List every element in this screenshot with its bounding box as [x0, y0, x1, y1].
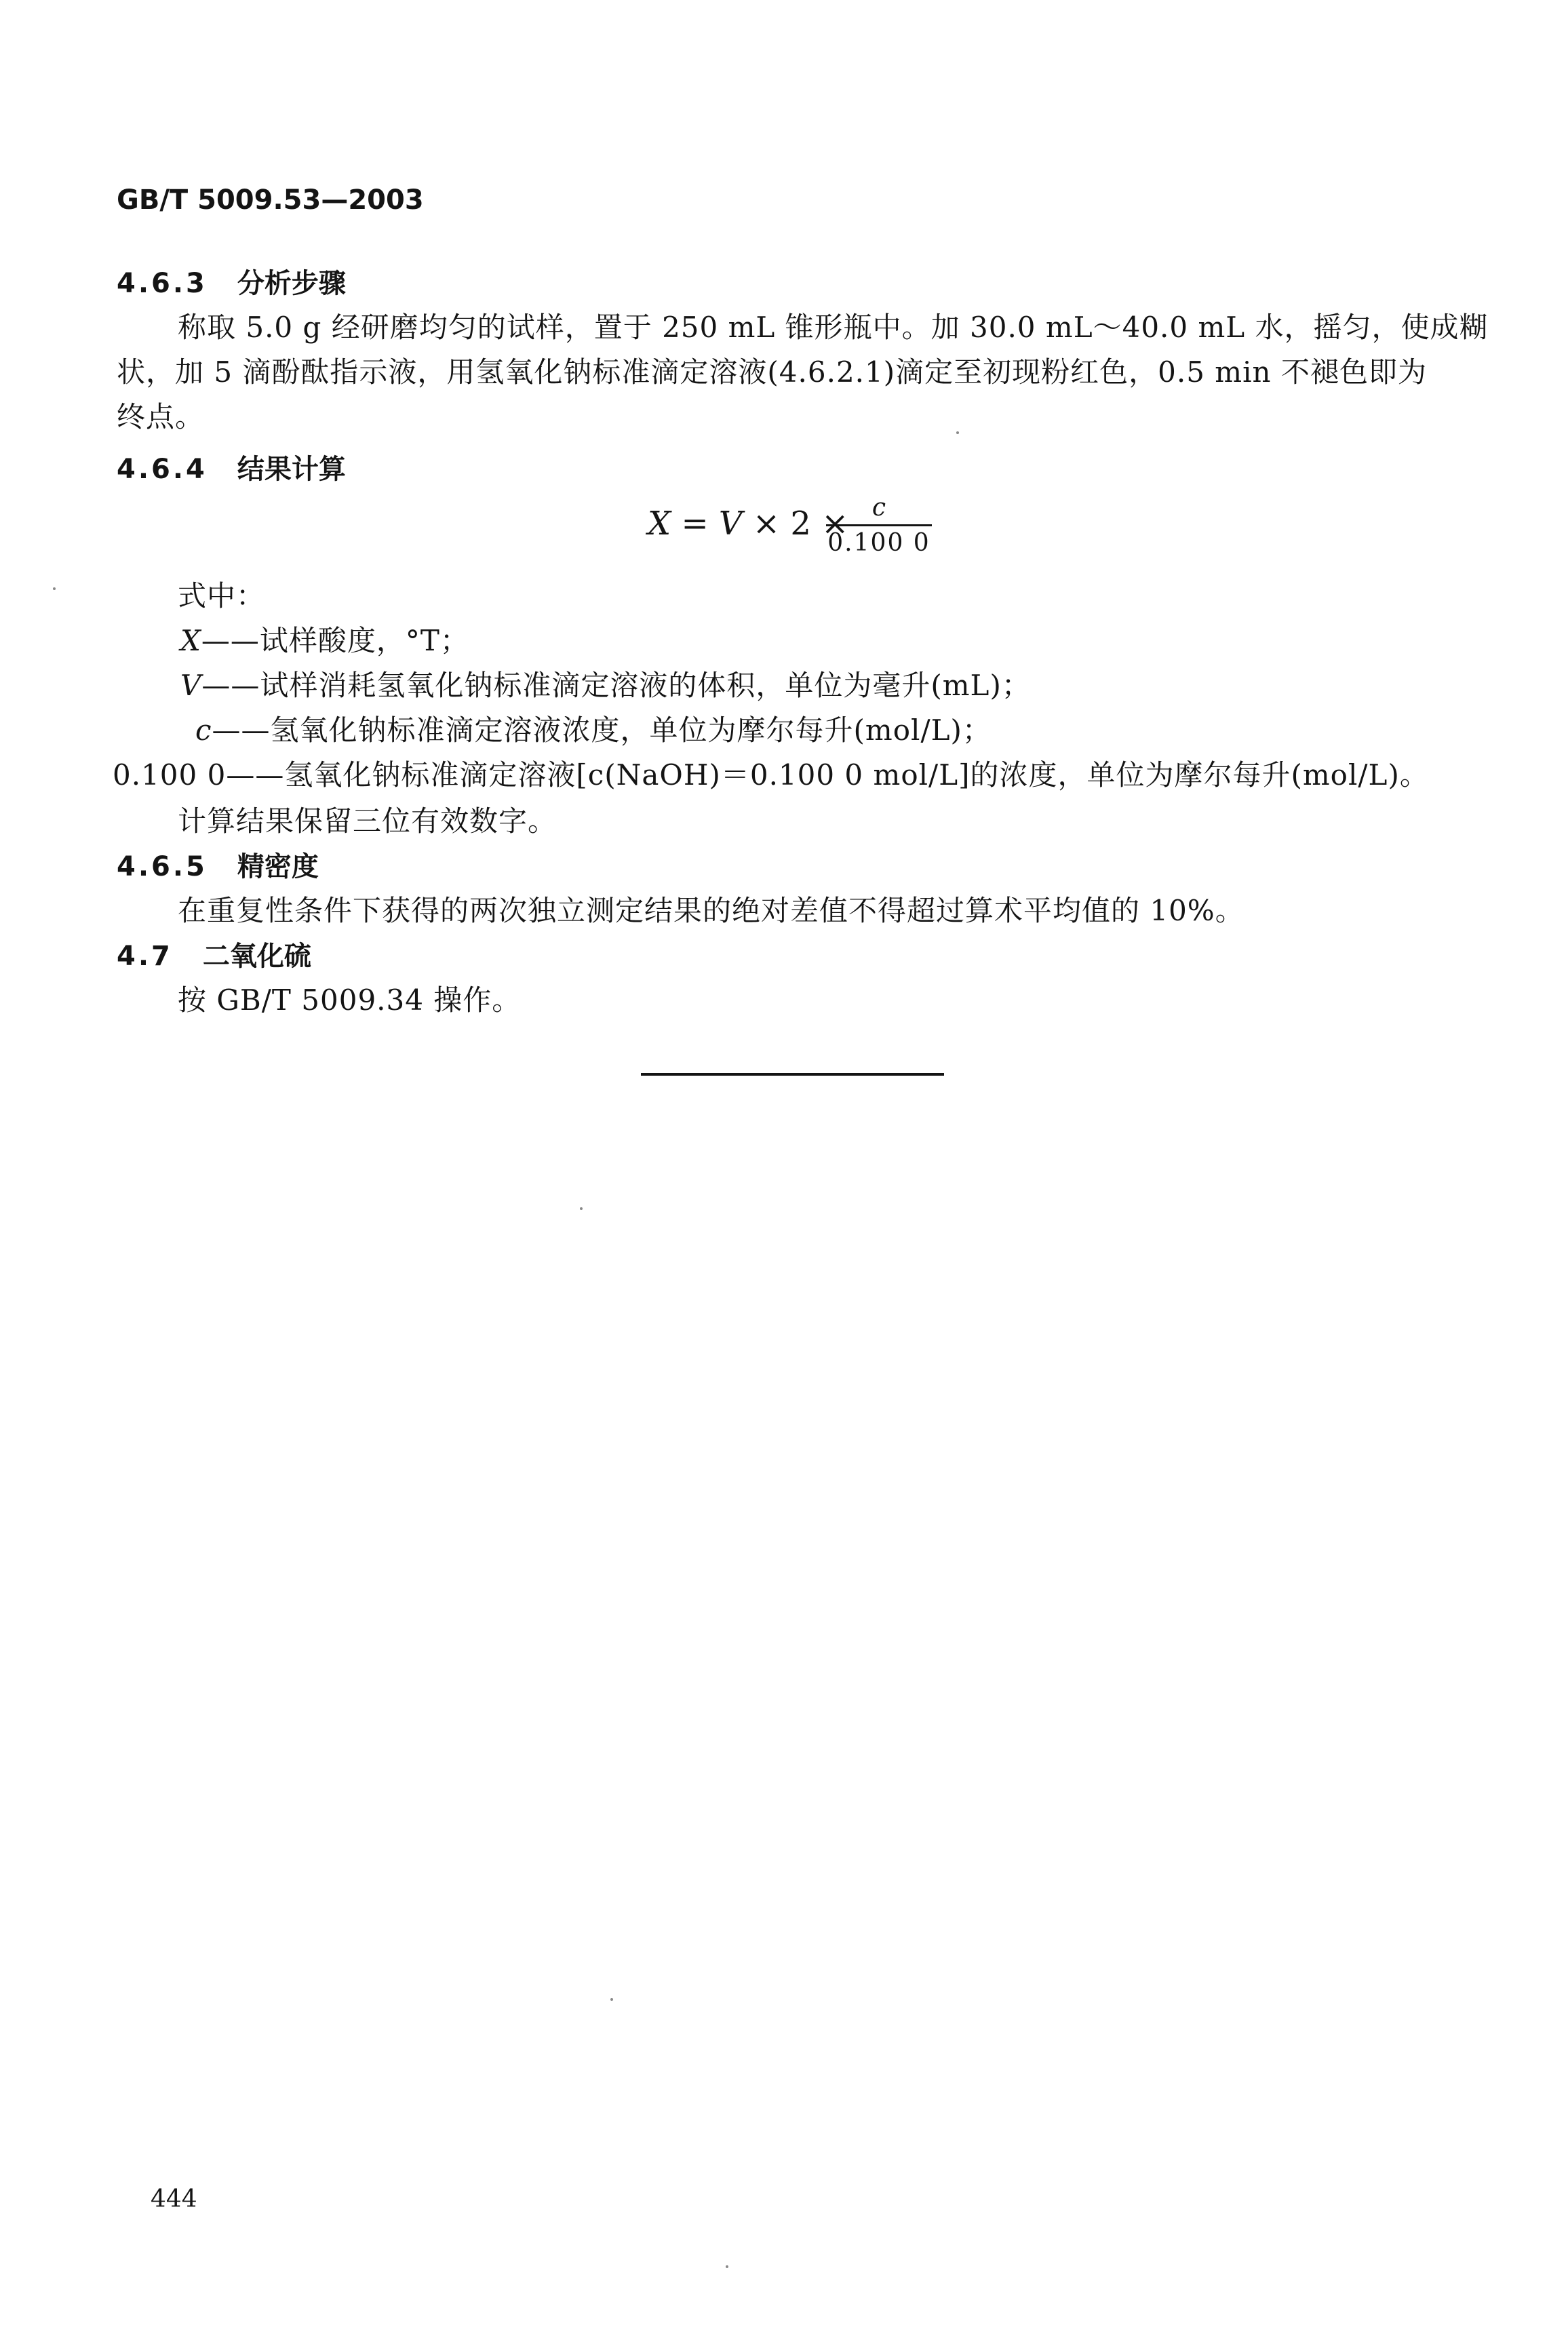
definition-dash: ——	[226, 758, 285, 792]
scan-speck	[53, 587, 56, 590]
section-title: 精密度	[237, 851, 319, 882]
result-note: 计算结果保留三位有效数字。	[178, 804, 557, 838]
section-heading-4-7	[117, 935, 311, 973]
section-number: 4.6.5	[117, 851, 208, 882]
section-number: 4.6.3	[117, 268, 208, 299]
formula-two: 2	[790, 505, 811, 543]
section-heading-4-6-5	[117, 845, 319, 884]
formula-equals: =	[681, 505, 709, 543]
paragraph-line: 状，加 5 滴酚酞指示液，用氢氧化钠标准滴定溶液(4.6.2.1)滴定至初现粉红色，0.5 min 不褪色即为	[117, 355, 1427, 389]
formula-v: V	[718, 505, 743, 543]
scan-speck	[956, 431, 959, 434]
definition-symbol: X	[180, 624, 201, 657]
definition-dash: ——	[212, 714, 271, 747]
scan-speck	[580, 1207, 583, 1210]
section-title: 二氧化硫	[202, 941, 311, 972]
definition-symbol: c	[195, 714, 212, 747]
definition-symbol: V	[180, 669, 202, 702]
definition-row	[180, 619, 469, 659]
fraction-numerator: c	[871, 494, 886, 522]
definition-row	[195, 708, 992, 749]
definition-text: 氢氧化钠标准滴定溶液浓度，单位为摩尔每升(mol/L)；	[270, 714, 992, 747]
paragraph-line: 称取 5.0 g 经研磨均匀的试样，置于 250 mL 锥形瓶中。加 30.0 mL～40.0 mL 水，摇匀，使成糊	[178, 311, 1489, 344]
sulfur-dioxide-text: 按 GB/T 5009.34 操作。	[178, 983, 522, 1017]
where-label: 式中：	[178, 579, 266, 612]
formula-fraction	[826, 494, 932, 557]
page-number: 444	[151, 2185, 197, 2213]
definition-text: 试样消耗氢氧化钠标准滴定溶液的体积，单位为毫升(mL)；	[260, 669, 1031, 702]
scan-speck	[610, 1998, 613, 2001]
section-number: 4.7	[117, 941, 173, 972]
definition-text: 试样酸度，°T；	[259, 624, 469, 657]
formula-lhs: X	[648, 505, 671, 543]
section-title: 结果计算	[237, 454, 346, 485]
fraction-denominator: 0.100 0	[827, 529, 930, 557]
fraction-bar	[826, 524, 932, 526]
scan-speck	[726, 2265, 728, 2268]
standard-header: GB/T 5009.53—2003	[117, 184, 424, 216]
paragraph-line: 终点。	[117, 400, 205, 433]
formula-times: ×	[752, 505, 781, 543]
section-heading-4-6-4	[117, 448, 346, 486]
definition-dash: ——	[201, 669, 260, 702]
definition-row	[180, 663, 1031, 704]
section-title: 分析步骤	[237, 268, 346, 299]
formula	[648, 505, 848, 543]
precision-text: 在重复性条件下获得的两次独立测定结果的绝对差值不得超过算术平均值的 10%。	[178, 894, 1244, 927]
definition-row	[113, 753, 1429, 794]
formula-times: ×	[821, 505, 849, 543]
definition-symbol: 0.100 0	[113, 758, 227, 792]
section-number: 4.6.4	[117, 454, 208, 485]
section-heading-4-6-3	[117, 262, 346, 300]
definition-text: 氢氧化钠标准滴定溶液[c(NaOH)＝0.100 0 mol/L]的浓度，单位为摩尔每升(mol/L)。	[284, 758, 1429, 792]
end-rule	[641, 1073, 944, 1076]
definition-dash: ——	[201, 624, 260, 657]
